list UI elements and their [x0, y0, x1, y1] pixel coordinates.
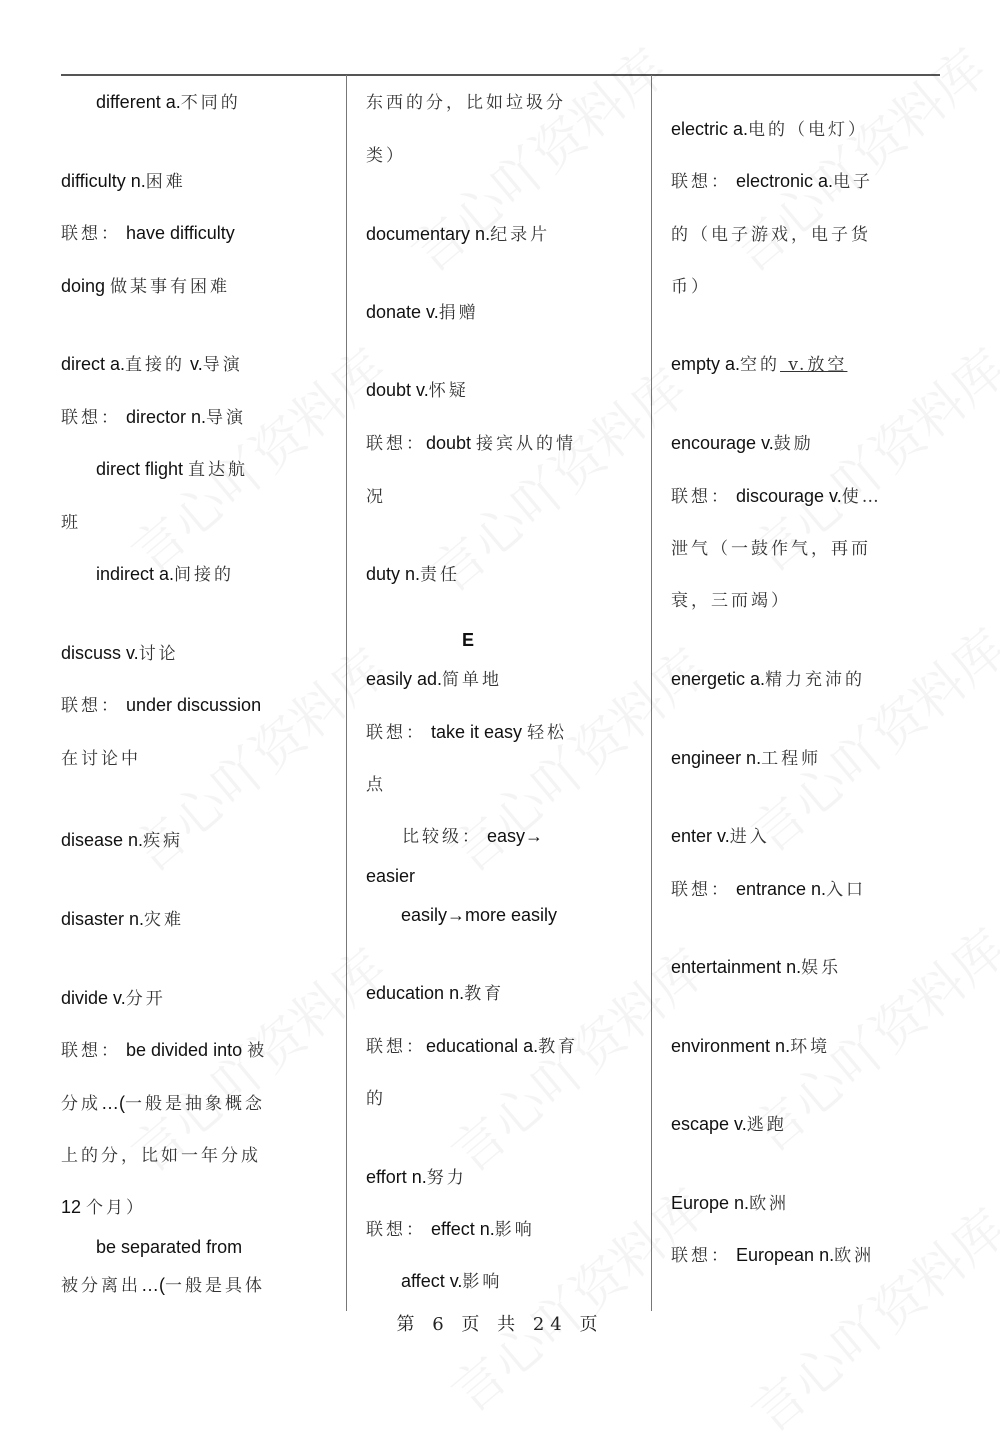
vocab-line [61, 510, 81, 535]
english-text: duty n. [366, 564, 421, 584]
vocab-line [401, 1269, 502, 1294]
chinese-text: 做某事有困难 [110, 277, 231, 297]
english-text: indirect a. [96, 564, 175, 584]
english-text: entrance n. [731, 879, 827, 899]
vocab-line [671, 1034, 830, 1059]
chinese-text: 疾病 [143, 831, 184, 851]
vocab-line [96, 457, 248, 482]
english-text: documentary n. [366, 224, 491, 244]
vocab-line [402, 824, 543, 849]
vocab-line [671, 222, 871, 247]
vocab-line [366, 300, 479, 325]
english-text: empty a. [671, 354, 741, 374]
vocab-line [366, 981, 504, 1006]
vocab-line [61, 274, 230, 299]
watermark-text [712, 28, 999, 286]
english-text: disaster n. [61, 909, 145, 929]
chinese-text: 联想： [366, 1037, 426, 1057]
top-rule [61, 74, 940, 76]
chinese-text: 联想： [671, 1246, 731, 1266]
chinese-text: 努力 [426, 1168, 467, 1188]
chinese-text: 一般是抽象概念 [125, 1094, 265, 1114]
vocab-line [61, 907, 184, 932]
chinese-text: 导演 [206, 408, 247, 428]
chinese-text: 工程师 [761, 749, 822, 769]
chinese-text: 联想： [61, 1041, 121, 1061]
chinese-text: 导演 [202, 355, 243, 375]
vocab-line [366, 864, 415, 888]
vocab-line [671, 169, 873, 194]
english-text: engineer n. [671, 748, 762, 768]
chinese-text: 接宾从的情 [476, 434, 577, 454]
chinese-text: 一般是具体 [165, 1276, 265, 1296]
vocab-line [366, 667, 502, 692]
english-text: doing [61, 276, 111, 296]
chinese-text: 影响 [462, 1272, 503, 1292]
english-text: v. [185, 354, 203, 374]
english-text: discuss v. [61, 643, 139, 663]
vocab-line [671, 877, 866, 902]
chinese-text: 责任 [420, 565, 461, 585]
chinese-text: 怀疑 [428, 381, 469, 401]
chinese-text: 联想： [61, 696, 121, 716]
chinese-text: 讨论 [138, 644, 179, 664]
english-text: encourage v. [671, 433, 774, 453]
english-text: disease n. [61, 830, 144, 850]
english-text: be separated from [96, 1237, 243, 1257]
vocab-line [366, 720, 567, 745]
chinese-text: 纪录片 [490, 225, 551, 245]
vocab-line [366, 484, 386, 509]
vocab-line [61, 169, 186, 194]
english-text: under discussion [121, 695, 262, 715]
english-text: escape v. [671, 1114, 747, 1134]
chinese-text: 教育 [538, 1037, 579, 1057]
english-text: …( [141, 1275, 165, 1295]
chinese-text: 直达航 [188, 460, 249, 480]
english-text: 12 [61, 1197, 87, 1217]
english-text: E [462, 630, 475, 650]
vocab-line [61, 1038, 267, 1063]
english-text: difficulty n. [61, 171, 146, 191]
vocab-line [366, 1165, 467, 1190]
chinese-text: 使… [841, 487, 882, 507]
chinese-text: 币） [671, 277, 711, 297]
vocab-line [61, 1273, 265, 1298]
chinese-text: 东西的分，比如垃圾分 [366, 93, 566, 113]
section-letter-heading [462, 628, 474, 652]
vocab-line [61, 352, 243, 377]
vocab-line [61, 828, 183, 853]
vocab-line [671, 1243, 874, 1268]
vocab-line [671, 536, 871, 561]
chinese-text: 在讨论中 [61, 749, 141, 769]
english-text: Europe n. [671, 1193, 750, 1213]
chinese-text: 欧洲 [834, 1246, 875, 1266]
chinese-text: 不同的 [180, 93, 241, 113]
vocab-line [366, 1217, 535, 1242]
english-text: easily→more easily [401, 905, 558, 925]
vocab-line [671, 746, 821, 771]
chinese-text: 个月） [86, 1198, 147, 1218]
chinese-text: 环境 [790, 1037, 831, 1057]
chinese-text: 上的分，比如一年分成 [61, 1146, 261, 1166]
chinese-text: 联想： [366, 723, 426, 743]
vocab-line [671, 117, 868, 142]
vocab-line [671, 431, 814, 456]
chinese-text: 间接的 [174, 565, 235, 585]
english-text: effort n. [366, 1167, 427, 1187]
english-text: easy→ [482, 826, 544, 846]
vocab-line [671, 352, 847, 377]
english-text: direct a. [61, 354, 126, 374]
chinese-text: 电的（电灯） [748, 120, 869, 140]
english-text: energetic a. [671, 669, 766, 689]
chinese-text: 类） [366, 146, 406, 166]
chinese-text: 分成 [61, 1094, 101, 1114]
chinese-text: 直接的 [125, 355, 186, 375]
vocab-line [366, 1086, 386, 1111]
english-text: European n. [731, 1245, 835, 1265]
chinese-text: 联想： [671, 880, 731, 900]
english-text: …( [101, 1093, 125, 1113]
column-divider-2 [651, 75, 652, 1311]
english-text: divide v. [61, 988, 126, 1008]
english-text: effect n. [426, 1219, 495, 1239]
vocab-line [61, 746, 141, 771]
vocab-line [366, 378, 469, 403]
english-text: take it easy [426, 722, 528, 742]
chinese-text: 空的 [740, 355, 781, 375]
vocab-line [96, 90, 241, 115]
english-text: education n. [366, 983, 465, 1003]
vocab-line [61, 405, 246, 430]
vocab-line [366, 431, 576, 456]
vocab-line [61, 693, 261, 718]
chinese-text: 联想： [61, 408, 121, 428]
vocab-line [96, 1235, 242, 1259]
vocab-line [671, 588, 791, 613]
chinese-text: 衰，三而竭） [671, 591, 791, 611]
english-text: doubt v. [366, 380, 429, 400]
vocab-line [61, 641, 179, 666]
vocab-line [366, 143, 406, 168]
chinese-text: 简单地 [442, 670, 503, 690]
vocab-line [366, 1034, 578, 1059]
watermark-text [392, 28, 679, 286]
english-text: affect v. [401, 1271, 463, 1291]
watermark-text [729, 608, 1000, 866]
chinese-text: 入口 [826, 880, 867, 900]
vocab-line [96, 562, 234, 587]
english-text: have difficulty [121, 223, 235, 243]
underlined-text: v.放空 [780, 355, 848, 375]
chinese-text: 联想： [366, 1220, 426, 1240]
vocab-line [401, 903, 557, 927]
vocab-line [671, 274, 711, 299]
chinese-text: 影响 [494, 1220, 535, 1240]
vocab-line [671, 955, 841, 980]
vocab-line [61, 221, 235, 246]
english-text: electric a. [671, 119, 749, 139]
chinese-text: 联想： [366, 434, 426, 454]
english-text: discourage v. [731, 486, 842, 506]
chinese-text: 联想： [671, 172, 731, 192]
vocab-line [61, 986, 166, 1011]
vocab-line [671, 667, 865, 692]
english-text: easier [366, 866, 416, 886]
column-divider-1 [346, 75, 347, 1311]
vocab-line [366, 562, 460, 587]
chinese-text: 困难 [145, 172, 186, 192]
chinese-text: 的 [366, 1089, 386, 1109]
chinese-text: 况 [366, 487, 386, 507]
chinese-text: 鼓励 [773, 434, 814, 454]
english-text: different a. [96, 92, 181, 112]
chinese-text: 欧洲 [749, 1194, 790, 1214]
vocab-line [671, 1191, 789, 1216]
english-text: electronic a. [731, 171, 834, 191]
chinese-text: 班 [61, 513, 81, 533]
chinese-text: 分开 [125, 989, 166, 1009]
english-text: entertainment n. [671, 957, 802, 977]
chinese-text: 比较级： [402, 827, 482, 847]
chinese-text: 联想： [671, 487, 731, 507]
chinese-text: 轻松 [527, 723, 568, 743]
english-text: easily ad. [366, 669, 443, 689]
vocab-line [366, 772, 386, 797]
chinese-text: 联想： [61, 224, 121, 244]
chinese-text: 进入 [729, 827, 770, 847]
english-text: environment n. [671, 1036, 791, 1056]
english-text: donate v. [366, 302, 439, 322]
chinese-text: 点 [366, 775, 386, 795]
vocab-line [366, 222, 550, 247]
vocab-line [61, 1195, 146, 1220]
vocab-line [366, 90, 566, 115]
vocab-line [671, 1112, 787, 1137]
page-number: 第 6 页 共 24 页 [396, 1314, 604, 1335]
chinese-text: 教育 [464, 984, 505, 1004]
chinese-text: 被分离出 [61, 1276, 141, 1296]
english-text: enter v. [671, 826, 730, 846]
chinese-text: 电子 [833, 172, 874, 192]
english-text: educational a. [426, 1036, 539, 1056]
vocab-line [61, 1091, 265, 1116]
english-text: doubt [426, 433, 477, 453]
vocab-line [61, 1143, 261, 1168]
english-text: be divided into [121, 1040, 248, 1060]
chinese-text: 精力充沛的 [765, 670, 866, 690]
chinese-text: 娱乐 [801, 958, 842, 978]
vocab-line [671, 484, 882, 509]
chinese-text: 灾难 [144, 910, 185, 930]
chinese-text: 逃跑 [746, 1115, 787, 1135]
chinese-text: 捐赠 [438, 303, 479, 323]
chinese-text: 泄气（一鼓作气，再而 [671, 539, 871, 559]
english-text: director n. [121, 407, 207, 427]
chinese-text: 的（电子游戏，电子货 [671, 225, 871, 245]
vocab-line [671, 824, 770, 849]
english-text: direct flight [96, 459, 189, 479]
chinese-text: 被 [247, 1041, 268, 1061]
